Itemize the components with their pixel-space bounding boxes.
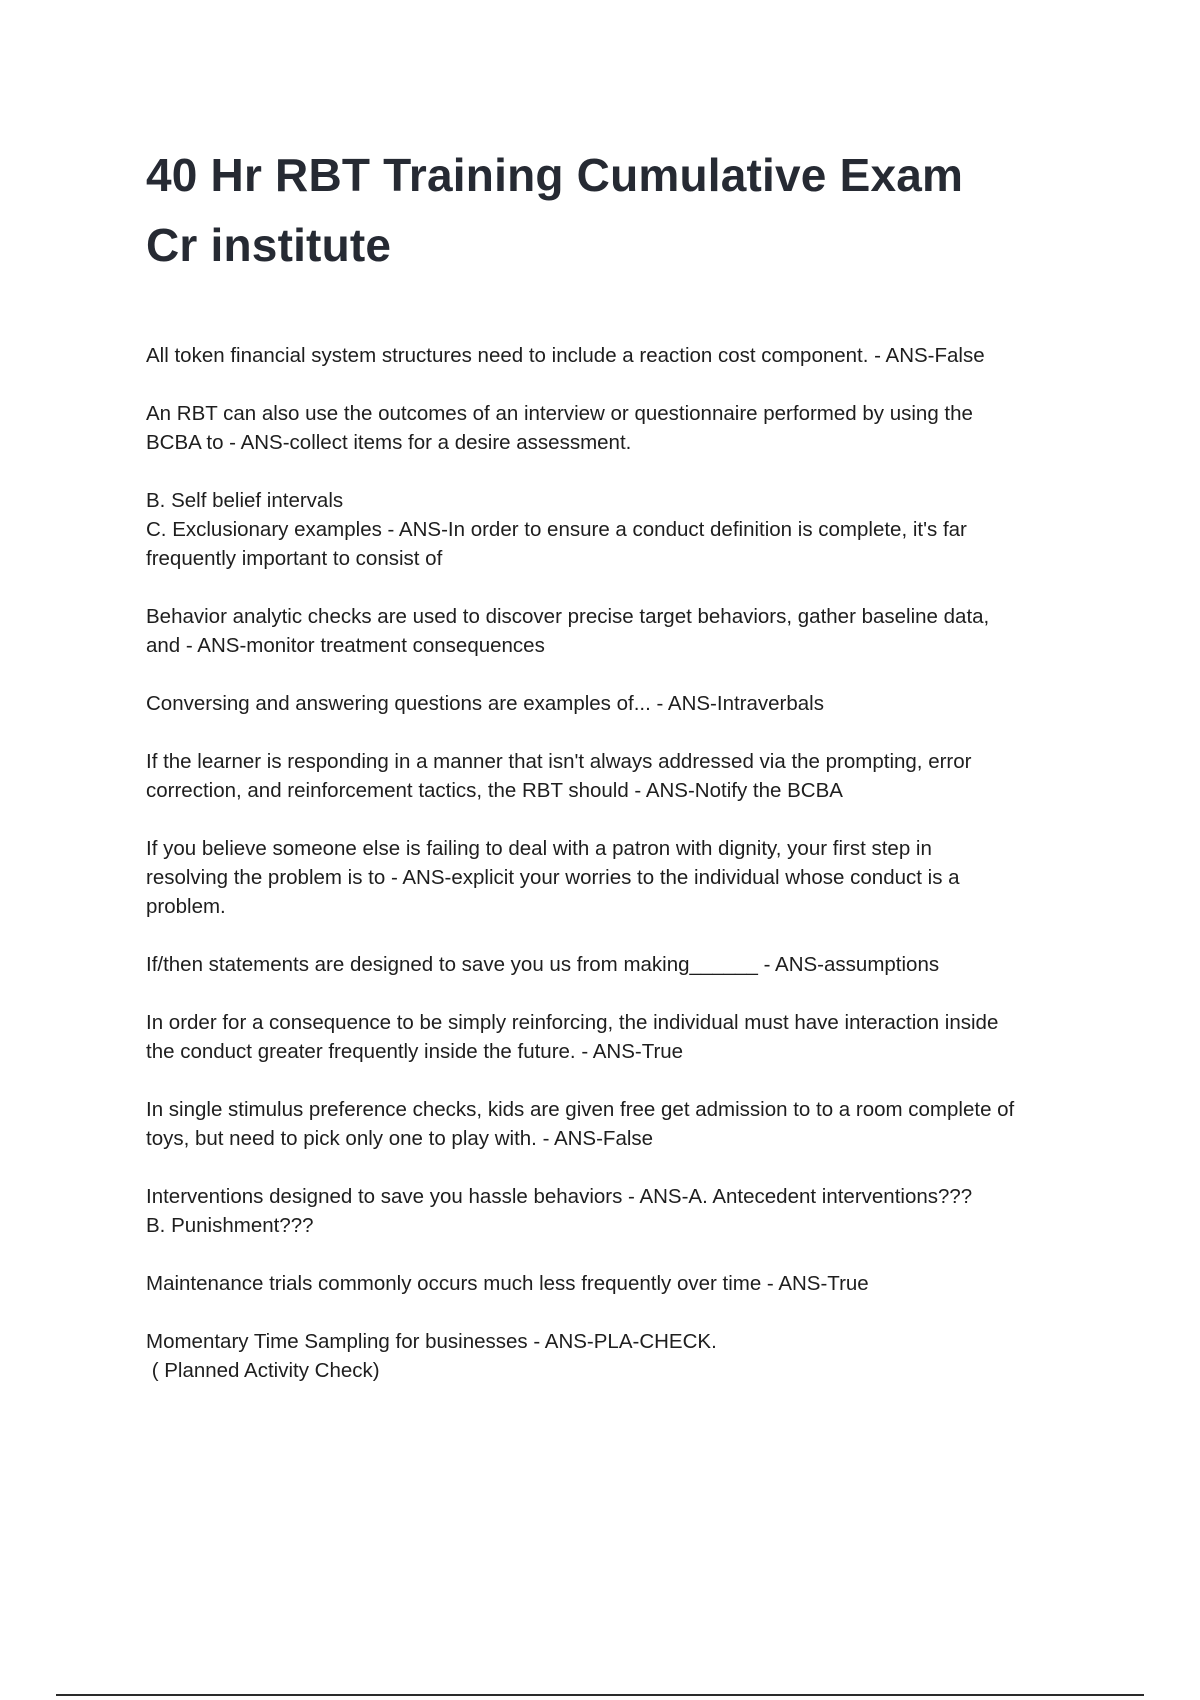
qa-line: B. Punishment??? (146, 1214, 314, 1237)
qa-line: In order for a consequence to be simply reinforcing, the individual must have interaction inside (146, 1011, 999, 1034)
qa-entry (146, 399, 1096, 457)
qa-entry (146, 950, 1096, 979)
qa-line: An RBT can also use the outcomes of an interview or questionnaire performed by using the (146, 402, 973, 425)
qa-line: In single stimulus preference checks, kids are given free get admission to to a room complete of (146, 1098, 1015, 1121)
qa-line: resolving the problem is to - ANS-explicit your worries to the individual whose conduct is a (146, 866, 960, 889)
qa-line: If you believe someone else is failing to deal with a patron with dignity, your first step in (146, 837, 932, 860)
qa-line: B. Self belief intervals (146, 489, 344, 512)
footer-divider (56, 1694, 1144, 1696)
qa-line: Behavior analytic checks are used to discover precise target behaviors, gather baseline data, (146, 605, 990, 628)
qa-list (146, 341, 1096, 1414)
qa-entry (146, 1182, 1096, 1240)
qa-line: problem. (146, 895, 226, 918)
qa-line: and - ANS-monitor treatment consequences (146, 634, 545, 657)
qa-line: BCBA to - ANS-collect items for a desire assessment. (146, 431, 632, 454)
qa-entry (146, 834, 1096, 921)
qa-entry (146, 486, 1096, 573)
qa-entry (146, 1008, 1096, 1066)
qa-line: If/then statements are designed to save you us from making______ - ANS-assumptions (146, 953, 940, 976)
qa-entry (146, 1327, 1096, 1385)
qa-line: Maintenance trials commonly occurs much less frequently over time - ANS-True (146, 1272, 869, 1295)
qa-line: correction, and reinforcement tactics, the RBT should - ANS-Notify the BCBA (146, 779, 843, 802)
document-title (146, 140, 1106, 280)
qa-line: Interventions designed to save you hassle behaviors - ANS-A. Antecedent interventions??? (146, 1185, 973, 1208)
qa-line: the conduct greater frequently inside the future. - ANS-True (146, 1040, 684, 1063)
title-line-2: Cr institute (146, 219, 392, 271)
qa-entry (146, 747, 1096, 805)
qa-line: C. Exclusionary examples - ANS-In order to ensure a conduct definition is complete, it's far (146, 518, 967, 541)
qa-line: All token financial system structures need to include a reaction cost component. - ANS-False (146, 344, 985, 367)
qa-entry (146, 1269, 1096, 1298)
qa-line: Conversing and answering questions are examples of... - ANS-Intraverbals (146, 692, 824, 715)
qa-line: If the learner is responding in a manner that isn't always addressed via the prompting, error (146, 750, 972, 773)
qa-line: Momentary Time Sampling for businesses - ANS-PLA-CHECK. (146, 1330, 717, 1353)
qa-entry (146, 602, 1096, 660)
qa-entry (146, 689, 1096, 718)
qa-line: frequently important to consist of (146, 547, 443, 570)
qa-line: toys, but need to pick only one to play with. - ANS-False (146, 1127, 654, 1150)
title-line-1: 40 Hr RBT Training Cumulative Exam (146, 149, 964, 201)
qa-entry (146, 341, 1096, 370)
qa-entry (146, 1095, 1096, 1153)
qa-line: ( Planned Activity Check) (146, 1359, 380, 1382)
